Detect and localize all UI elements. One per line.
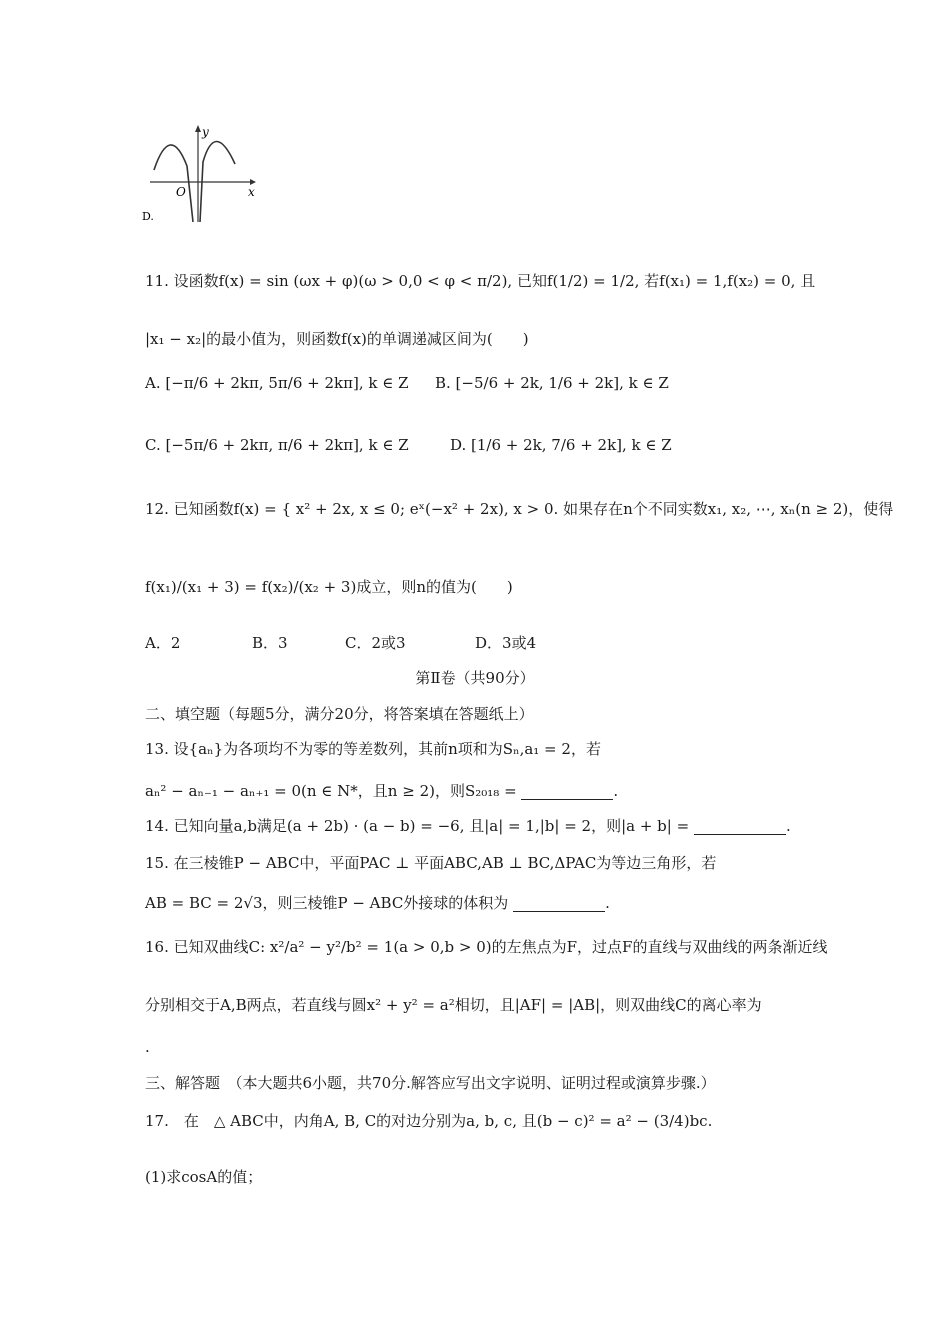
q14-text: 14. 已知向量a,b满足(a + 2b) · (a − b) = −6, 且|a| = 1,|b| = 2，则|a + b| = [145,817,690,835]
q11-option-c: C. [−5π/6 + 2kπ, π/6 + 2kπ], k ∈ Z [145,436,409,454]
q15-line-2: AB = BC = 2√3，则三棱锥P − ABC外接球的体积为 . [145,894,610,912]
section-2-heading: 二、填空题（每题5分，满分20分，将答案填在答题纸上） [145,705,534,723]
q14-line: 14. 已知向量a,b满足(a + 2b) · (a − b) = −6, 且|a| = 1,|b| = 2，则|a + b| = . [145,817,791,835]
q11-line-2: |x₁ − x₂|的最小值为，则函数f(x)的单调递减区间为( ) [145,330,529,348]
x-axis-label: x [248,185,255,199]
function-graph-figure [140,122,270,236]
graph-svg [140,122,270,232]
q13-answer-blank [521,785,613,800]
q12-option-b: B．3 [252,634,288,652]
y-axis-label: y [202,125,209,139]
y-axis-arrow [195,125,201,132]
q12-option-d: D．3或4 [475,634,537,652]
q11-option-a: A. [−π/6 + 2kπ, 5π/6 + 2kπ], k ∈ Z [145,374,409,392]
q13-line-2: aₙ² − aₙ₋₁ − aₙ₊₁ = 0(n ∈ N*，且n ≥ 2)，则S₂₀₁₈ = . [145,782,619,800]
q15-answer-blank [513,897,605,912]
q15-line-1: 15. 在三棱锥P − ABC中，平面PAC ⊥ 平面ABC,AB ⊥ BC,ΔPAC为等边三角形，若 [145,854,717,872]
q16-line-3: . [145,1038,150,1056]
q16-line-1: 16. 已知双曲线C: x²/a² − y²/b² = 1(a > 0,b > 0)的左焦点为F，过点F的直线与双曲线的两条渐近线 [145,938,828,956]
q17-line-2: (1)求cosA的值； [145,1168,263,1186]
q12-option-c: C．2或3 [345,634,406,652]
origin-label: O [176,185,186,199]
q17-line-1: 17. 在 △ ABC中，内角A, B, C的对边分别为a, b, c, 且(b − c)² = a² − (3/4)bc. [145,1112,713,1130]
q13-line-1: 13. 设{aₙ}为各项均不为零的等差数列，其前n项和为Sₙ,a₁ = 2，若 [145,740,601,758]
q12-line-2: f(x₁)/(x₁ + 3) = f(x₂)/(x₂ + 3)成立，则n的值为( ) [145,578,513,596]
section-2-title: 第Ⅱ卷（共90分） [415,669,535,687]
q11-line-1: 11. 设函数f(x) = sin (ωx + φ)(ω > 0,0 < φ < π/2), 已知f(1/2) = 1/2, 若f(x₁) = 1,f(x₂) = 0, 且 [145,272,816,290]
section-3-heading: 三、解答题 （本大题共6小题，共70分.解答应写出文字说明、证明过程或演算步骤.） [145,1074,716,1092]
q15-line-2-text: AB = BC = 2√3，则三棱锥P − ABC外接球的体积为 [145,894,509,912]
q12-line-1: 12. 已知函数f(x) = { x² + 2x, x ≤ 0; eˣ(−x² + 2x), x > 0. 如果存在n个不同实数x₁, x₂, ⋯, xₙ(n ≥ 2)，使得 [145,500,894,518]
q11-option-b: B. [−5/6 + 2k, 1/6 + 2k], k ∈ Z [435,374,669,392]
q11-option-d: D. [1/6 + 2k, 7/6 + 2k], k ∈ Z [450,436,672,454]
q13-line-2-text: aₙ² − aₙ₋₁ − aₙ₊₁ = 0(n ∈ N*，且n ≥ 2)，则S₂₀₁₈ = [145,782,517,800]
left-curve [154,145,193,222]
option-letter-fragment: D. [142,210,154,223]
q14-answer-blank [694,820,786,835]
q12-option-a: A．2 [145,634,181,652]
q16-line-2: 分别相交于A,B两点，若直线与圆x² + y² = a²相切，且|AF| = |AB|，则双曲线C的离心率为 [145,996,762,1014]
